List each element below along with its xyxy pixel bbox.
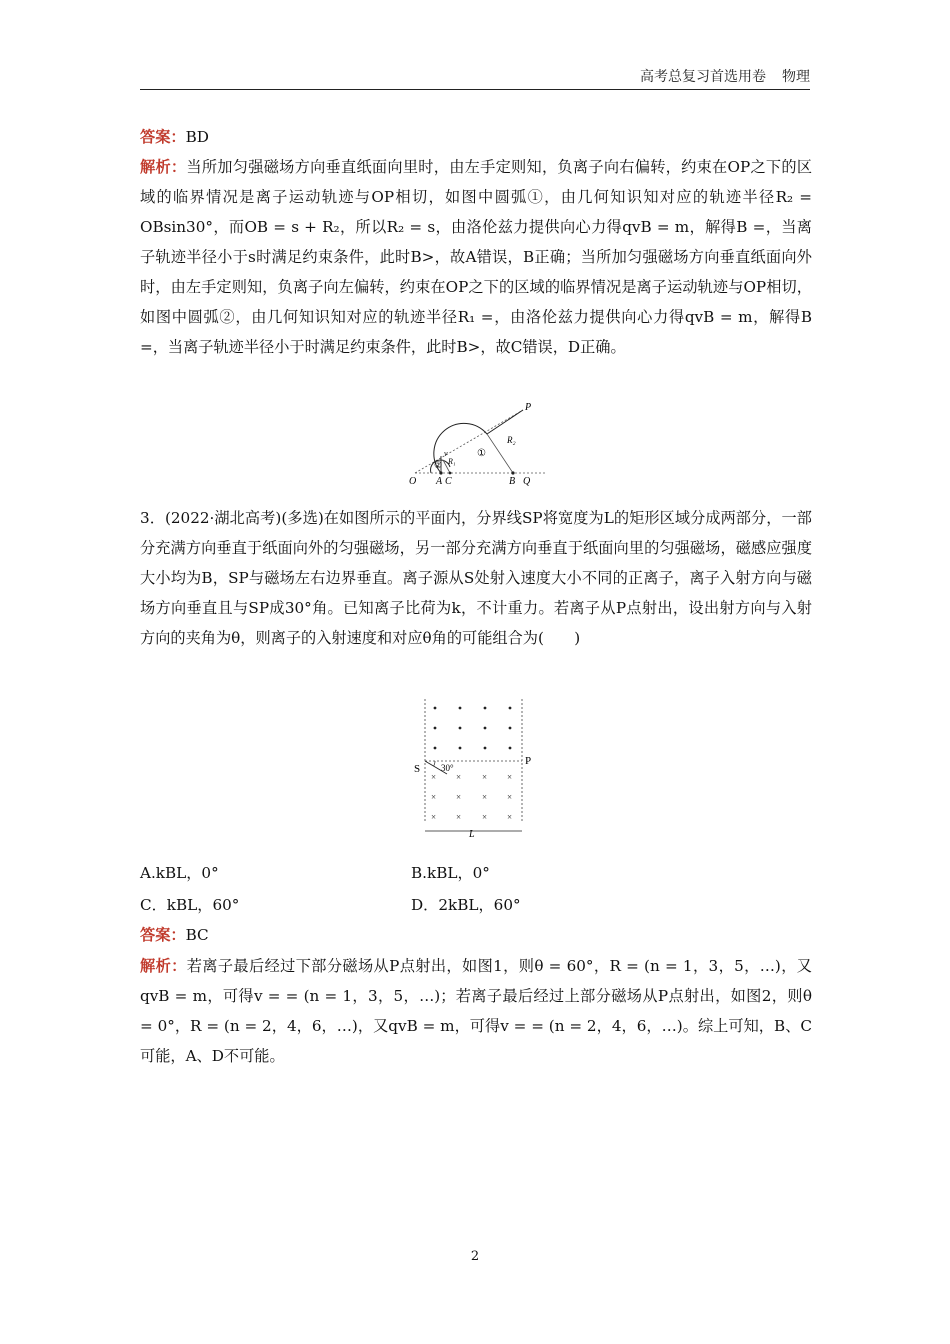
label-r1: R₁ bbox=[448, 457, 456, 466]
svg-text:×: × bbox=[431, 772, 437, 782]
svg-text:×: × bbox=[507, 792, 513, 802]
option-d: D．2kBL，60° bbox=[411, 896, 521, 914]
q3-field-figure bbox=[405, 694, 535, 842]
angle-arc bbox=[434, 761, 435, 766]
label-p: P bbox=[525, 755, 532, 767]
svg-text:×: × bbox=[456, 792, 462, 802]
svg-text:×: × bbox=[507, 772, 513, 782]
analysis-text: 若离子最后经过下部分磁场从P点射出，如图1，则θ = 60°，R = (n = 1，3，5，…)，又qvB = m，可得v = = (n = 1，3，5，…)；若离子最后经过上部分磁场从P点射出，如图2，则θ = 0°，R = (n = 2，4，6，…)，又qvB = m，可得v = = (n = 2，4，6，…)。综上可知，B、C可能，A、D不可能。 bbox=[140, 957, 812, 1065]
option-b: B.kBL，0° bbox=[411, 864, 490, 882]
option-a: A.kBL，0° bbox=[140, 864, 219, 882]
label-b: B bbox=[509, 476, 516, 487]
svg-text:×: × bbox=[507, 812, 513, 822]
label-v: v bbox=[444, 449, 448, 458]
q3-stem: 3．(2022·湖北高考)(多选)在如图所示的平面内，分界线SP将宽度为L的矩形区域分成两部分，一部分充满方向垂直于纸面向外的匀强磁场，另一部分充满方向垂直于纸面向里的匀强磁场，磁感应强度大小均为B，SP与磁场左右边界垂直。离子源从S处射入速度大小不同的正离子，离子入射方向与磁场方向垂直且与SP成30°角。已知离子比荷为k，不计重力。若离子从P点射出，设出射方向与入射方向的夹角为θ，则离子的入射速度和对应θ角的可能组合为( ) bbox=[140, 509, 812, 647]
svg-text:×: × bbox=[482, 812, 488, 822]
point-c bbox=[449, 472, 452, 475]
q2-analysis bbox=[140, 152, 812, 362]
answer-value: BC bbox=[185, 926, 209, 944]
label-angle: 30° bbox=[441, 763, 454, 773]
label-c: C bbox=[445, 476, 452, 487]
page-header bbox=[140, 66, 810, 90]
svg-text:×: × bbox=[431, 812, 437, 822]
svg-text:×: × bbox=[431, 792, 437, 802]
point-b bbox=[511, 471, 514, 474]
label-o: O bbox=[409, 476, 417, 487]
q2-geometry-figure bbox=[405, 398, 555, 488]
point-a bbox=[439, 471, 442, 474]
page-number: 2 bbox=[470, 1249, 480, 1264]
label-s: S bbox=[414, 763, 421, 775]
analysis-label: 解析： bbox=[140, 957, 187, 975]
label-l: L bbox=[469, 829, 475, 840]
label-arc-1: ① bbox=[477, 448, 486, 459]
label-r2: R₂ bbox=[507, 435, 516, 445]
label-arc-2: ② bbox=[434, 460, 443, 470]
inward-field-crosses bbox=[431, 772, 512, 822]
answer-value: BD bbox=[185, 128, 209, 146]
q2-answer bbox=[140, 122, 812, 152]
analysis-text: 当所加匀强磁场方向垂直纸面向里时，由左手定则知，负离子向右偏转，约束在OP之下的区域的临界情况是离子运动轨迹与OP相切，如图中圆弧①，由几何知识知对应的轨迹半径R₂ = OBsin30°，而OB = s + R₂，所以R₂ = s，由洛伦兹力提供向心力得qvB = m，解得B =，当离子轨迹半径小于s时满足约束条件，此时B>，故A错误，B正确；当所加匀强磁场方向垂直纸面向外时，由左手定则知，负离子向左偏转，约束在OP之下的区域的临界情况是离子运动轨迹与OP相切，如图中圆弧②，由几何知识知对应的轨迹半径R₁ =，由洛伦兹力提供向心力得qvB = m，解得B =，当离子轨迹半径小于时满足约束条件，此时B>，故C错误，D正确。 bbox=[140, 158, 813, 356]
answer-label: 答案： bbox=[140, 926, 186, 944]
outward-field-dots bbox=[434, 707, 512, 750]
svg-text:×: × bbox=[456, 772, 462, 782]
label-q: Q bbox=[523, 476, 531, 487]
q3-answer bbox=[140, 920, 812, 950]
header-subject: 物理 bbox=[782, 69, 810, 85]
label-a: A bbox=[436, 476, 443, 487]
q3-analysis bbox=[140, 951, 812, 1071]
svg-text:×: × bbox=[482, 772, 488, 782]
label-p: P bbox=[525, 402, 532, 413]
header-book-title: 高考总复习首选用卷 bbox=[640, 69, 766, 85]
svg-text:×: × bbox=[482, 792, 488, 802]
option-c: C．kBL，60° bbox=[140, 896, 240, 914]
analysis-label: 解析： bbox=[140, 158, 187, 176]
svg-text:×: × bbox=[456, 812, 462, 822]
answer-label: 答案： bbox=[140, 128, 186, 146]
